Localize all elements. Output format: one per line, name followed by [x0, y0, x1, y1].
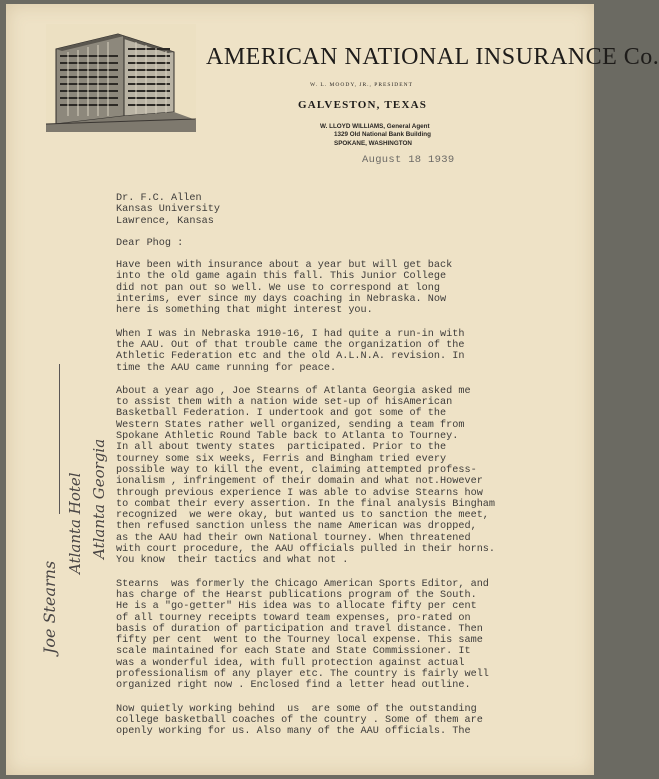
paragraph-line: Western States rather well organized, sending a team from: [116, 419, 465, 431]
paragraph-line: into the old game again this fall. This Junior College: [116, 271, 447, 283]
president-line: W. L. MOODY, JR., PRESIDENT: [310, 82, 413, 88]
paragraph-line: possible way to kill the event, claiming attempted profess-: [116, 464, 477, 476]
agent-city: SPOKANE, WASHINGTON: [334, 139, 412, 147]
recipient-line: Kansas University: [116, 204, 220, 216]
letter-page: [6, 4, 659, 775]
paragraph-line: as the AAU had their own National tourney. When threatened: [116, 532, 471, 544]
paragraph-line: through previous experience I was able to advise Stearns how: [116, 487, 483, 499]
paragraph-line: to combat their every assertion. In the final analysis Bingham: [116, 498, 496, 510]
paragraph-line: college basketball coaches of the country . Some of them are: [116, 714, 483, 726]
paragraph-line: has charge of the Hearst publications program of the South.: [116, 589, 477, 601]
paragraph-line: to assist them with a nation wide set-up of hisAmerican: [116, 397, 453, 409]
paragraph-line: He is a "go-getter" His idea was to allocate fifty per cent: [116, 601, 477, 613]
paragraph-line: did not pan out so well. We use to correspond at long: [116, 282, 441, 294]
paragraph-line: In all about twenty states participated. Prior to the: [116, 442, 447, 454]
paragraph-line: fifty per cent went to the Tourney local expense. This same: [116, 635, 483, 647]
paragraph-line: tourney some six weeks, Ferris and Bingham tried every: [116, 453, 447, 465]
handwritten-line: Atlanta Georgia: [90, 438, 108, 559]
paragraph-line: Spokane Athletic Round Table back to Atlanta to Tourney.: [116, 431, 459, 443]
paragraph-line: About a year ago , Joe Stearns of Atlanta Georgia asked me: [116, 385, 471, 397]
recipient-line: Lawrence, Kansas: [116, 215, 214, 227]
paragraph-line: organized right now . Enclosed find a letter head outline.: [116, 680, 471, 692]
handwritten-line: Joe Stearns: [40, 560, 59, 654]
agent-name: W. LLOYD WILLIAMS, General Agent: [320, 123, 430, 130]
paragraph-line: recognized we were okay, but wanted us to sanction the meet,: [116, 510, 489, 522]
paragraph-line: the AAU. Out of that trouble came the organization of the: [116, 339, 465, 351]
paragraph-line: interims, ever since my days coaching in Nebraska. Now: [116, 294, 447, 306]
agent-block: [320, 123, 431, 148]
salutation: Dear Phog :: [116, 237, 184, 249]
recipient-line: Dr. F.C. Allen: [116, 193, 202, 204]
paragraph-line: Have been with insurance about a year but will get back: [116, 260, 453, 272]
handwritten-line: Atlanta Hotel: [66, 472, 84, 574]
paragraph-line: Stearns was formerly the Chicago American Sports Editor, and: [116, 578, 489, 590]
paragraph-line: ionalism , infringement of their domain and what not.However: [116, 476, 483, 488]
paragraph-line: here is something that might interest you.: [116, 305, 373, 317]
building-engraving-icon: [46, 24, 196, 132]
paragraph-line: then refused sanction unless the name American was dropped,: [116, 521, 477, 533]
paragraph-line: openly working for us. Also many of the AAU officials. The: [116, 726, 471, 738]
paragraph-line: You know their tactics and what not .: [116, 555, 349, 567]
handwritten-bracket: [59, 364, 60, 514]
paragraph-line: scale maintained for each State and State Commissioner. It: [116, 646, 471, 658]
paragraph-line: professionalism of any player etc. The country is fairly well: [116, 668, 489, 680]
paragraph-line: time the AAU came running for peace.: [116, 362, 337, 374]
paragraph-line: Now quietly working behind us are some of the outstanding: [116, 703, 477, 715]
paragraph-line: Athletic Federation etc and the old A.L.N.A. revision. In: [116, 351, 465, 363]
paragraph-line: When I was in Nebraska 1910-16, I had quite a run-in with: [116, 328, 465, 340]
letter-date: August 18 1939: [362, 154, 455, 166]
paragraph-line: was a wonderful idea, with full protection against actual: [116, 657, 465, 669]
agent-address: 1329 Old National Bank Building: [334, 131, 431, 139]
paragraph-line: with court procedure, the AAU officials pulled in their horns.: [116, 544, 496, 556]
paragraph-line: basis of duration of participation and travel distance. Then: [116, 623, 483, 635]
paragraph-line: Basketball Federation. I undertook and got some of the: [116, 408, 447, 420]
company-name: AMERICAN NATIONAL INSURANCE Co.: [206, 44, 659, 70]
letter-body: [116, 193, 586, 737]
company-city: GALVESTON, TEXAS: [298, 99, 428, 111]
paragraph-line: of all tourney receipts toward team expenses, pro-rated on: [116, 612, 471, 624]
